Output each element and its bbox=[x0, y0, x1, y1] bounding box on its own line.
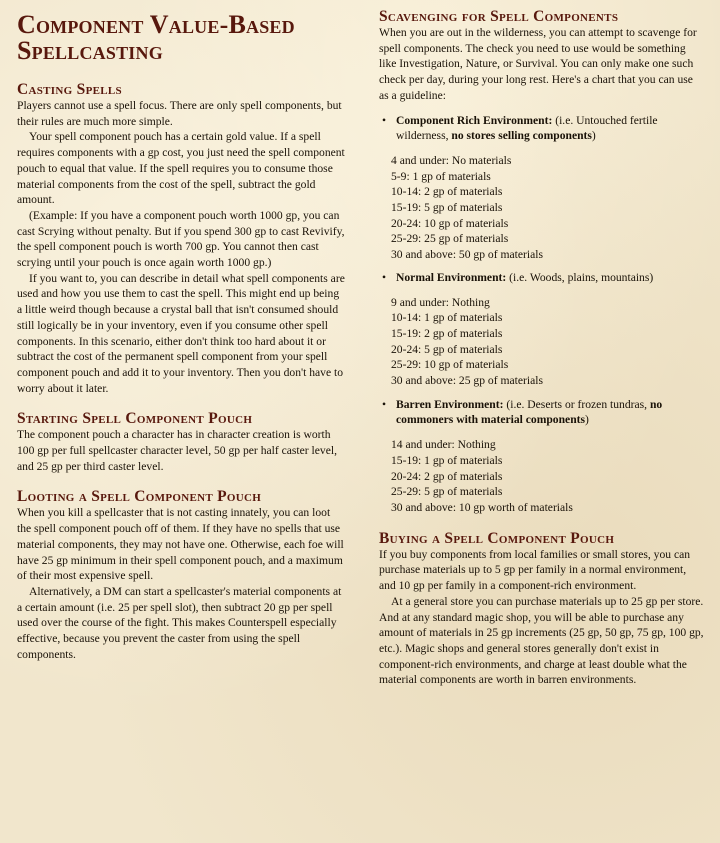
list-item: 25-29: 10 gp of materials bbox=[391, 358, 509, 372]
rich-environment-label: Component Rich Environment: bbox=[396, 113, 553, 127]
list-item: 30 and above: 50 gp of materials bbox=[391, 248, 543, 262]
normal-environment-label: Normal Environment: bbox=[396, 270, 507, 284]
list-item: 15-19: 5 gp of materials bbox=[391, 201, 503, 215]
list-item: 15-19: 2 gp of materials bbox=[391, 326, 503, 340]
normal-environment-list bbox=[379, 295, 705, 389]
scavenging-paragraph-1: When you are out in the wilderness, you can attempt to scavenge for spell components. The check you need to use would be something like Investigation, Nature, or Survival. You can only make one such check per day, during your long rest. Here's a chart that you can use as a guideline: bbox=[379, 26, 697, 102]
buying-paragraph-2: At a general store you can purchase materials up to 25 gp per store. And at any standard magic shop, you will be able to purchase any amount of materials in 25 gp increments (25 gp, 50 gp, 75 gp, 100 gp, etc.). Magic shops and general stores generally don't exist in component-rich environments, and charge at least double what the material components are worth in barren environments. bbox=[379, 594, 704, 687]
list-item: 14 and under: Nothing bbox=[391, 438, 496, 452]
rich-environment-bullet bbox=[379, 113, 705, 144]
left-column bbox=[17, 0, 347, 663]
casting-spells-heading: Casting Spells bbox=[17, 81, 122, 98]
barren-environment-list bbox=[379, 437, 705, 516]
scavenging-heading: Scavenging for Spell Components bbox=[379, 8, 619, 25]
title-line-1: Component Value-Based bbox=[17, 10, 295, 39]
casting-paragraph-4: If you want to, you can describe in detail what spell components are used and how you use them to cast the spell. This might end up being a little weird though because a crystal ball that isn't consumed should still logically be in your inventory, even if you consume other spell components. In this scenario, either don't think too hard about it or subtract the cost of the permanent spell component from your spell component pouch and add it to your inventory. Then you don't have to worry about it later. bbox=[17, 271, 345, 395]
casting-paragraph-2: Your spell component pouch has a certain gold value. If a spell requires components with a gp cost, you just need the spell component pouch to equal that value. If the spell requires you to consume those material components from the cost of the spell, subtract the gold amount. bbox=[17, 130, 345, 207]
list-item: 4 and under: No materials bbox=[391, 153, 512, 167]
buying-pouch-heading: Buying a Spell Component Pouch bbox=[379, 529, 615, 547]
rich-environment-end: ) bbox=[591, 129, 596, 143]
list-item: 9 and under: Nothing bbox=[391, 295, 490, 309]
list-item: 10-14: 1 gp of materials bbox=[391, 311, 503, 325]
bullet-icon: • bbox=[382, 113, 387, 127]
bullet-icon: • bbox=[382, 397, 387, 411]
rich-environment-bold-tail: no stores selling components bbox=[451, 129, 592, 143]
buying-paragraph-1: If you buy components from local families or small stores, you can purchase materials up to 5 gp per family in a normal environment, and 10 gp per family in a component-rich environment. bbox=[379, 547, 691, 593]
casting-paragraph-1: Players cannot use a spell focus. There are only spell components, but their rules are much more simple. bbox=[17, 99, 342, 128]
list-item: 5-9: 1 gp of materials bbox=[391, 169, 491, 183]
list-item: 15-19: 1 gp of materials bbox=[391, 453, 503, 467]
barren-environment-label: Barren Environment: bbox=[396, 397, 504, 411]
list-item: 25-29: 25 gp of materials bbox=[391, 232, 509, 246]
list-item: 20-24: 2 gp of materials bbox=[391, 469, 503, 483]
normal-environment-bullet bbox=[379, 270, 705, 286]
list-item: 20-24: 5 gp of materials bbox=[391, 342, 503, 356]
starting-pouch-heading: Starting Spell Component Pouch bbox=[17, 410, 253, 428]
page-title bbox=[17, 12, 347, 64]
looting-paragraph-1: When you kill a spellcaster that is not casting innately, you can loot the spell component pouch off of them. If they have no spells that use material components, they may not have one. Otherwise, each foe will have 25 gp minimum in their spell component pouch, and a maximum of their most expensive spell. bbox=[17, 506, 344, 583]
barren-environment-desc: (i.e. Deserts or frozen tundras, bbox=[503, 397, 650, 411]
normal-environment-desc: (i.e. Woods, plains, mountains) bbox=[506, 270, 654, 284]
barren-environment-end: ) bbox=[585, 413, 589, 427]
rich-environment-list bbox=[379, 153, 705, 263]
casting-paragraph-3: (Example: If you have a component pouch worth 1000 gp, you can cast Scrying without penalty. But if you spend 300 gp to cast Revivify, the spell component pouch is worth 700 gp. You cannot then cast scrying until your pouch is once again worth 1000 gp.) bbox=[17, 208, 345, 270]
list-item: 10-14: 2 gp of materials bbox=[391, 185, 503, 199]
list-item: 30 and above: 10 gp worth of materials bbox=[391, 500, 573, 514]
right-column bbox=[379, 0, 705, 688]
looting-pouch-heading: Looting a Spell Component Pouch bbox=[17, 488, 262, 506]
list-item: 20-24: 10 gp of materials bbox=[391, 216, 509, 230]
list-item: 30 and above: 25 gp of materials bbox=[391, 374, 543, 388]
starting-paragraph-1: The component pouch a character has in character creation is worth 100 gp per full spellcaster character level, 50 gp per half caster level, and 25 gp per third caster level. bbox=[17, 428, 337, 473]
rich-environment-desc: (i.e. Untouched fertile wilderness, bbox=[396, 113, 658, 143]
bullet-icon: • bbox=[382, 270, 387, 284]
barren-environment-bullet bbox=[379, 397, 705, 428]
barren-environment-bold-tail: no commoners with material components bbox=[396, 397, 663, 427]
list-item: 25-29: 5 gp of materials bbox=[391, 485, 503, 499]
looting-paragraph-2: Alternatively, a DM can start a spellcaster's material components at a certain amount (i.e. 25 per spell slot), then subtract 20 gp per spell used over the course of the fight. This makes Counterspell especially effective, because you prevent the caster from using the spell components. bbox=[17, 584, 342, 661]
title-line-2: Spellcasting bbox=[17, 36, 163, 65]
